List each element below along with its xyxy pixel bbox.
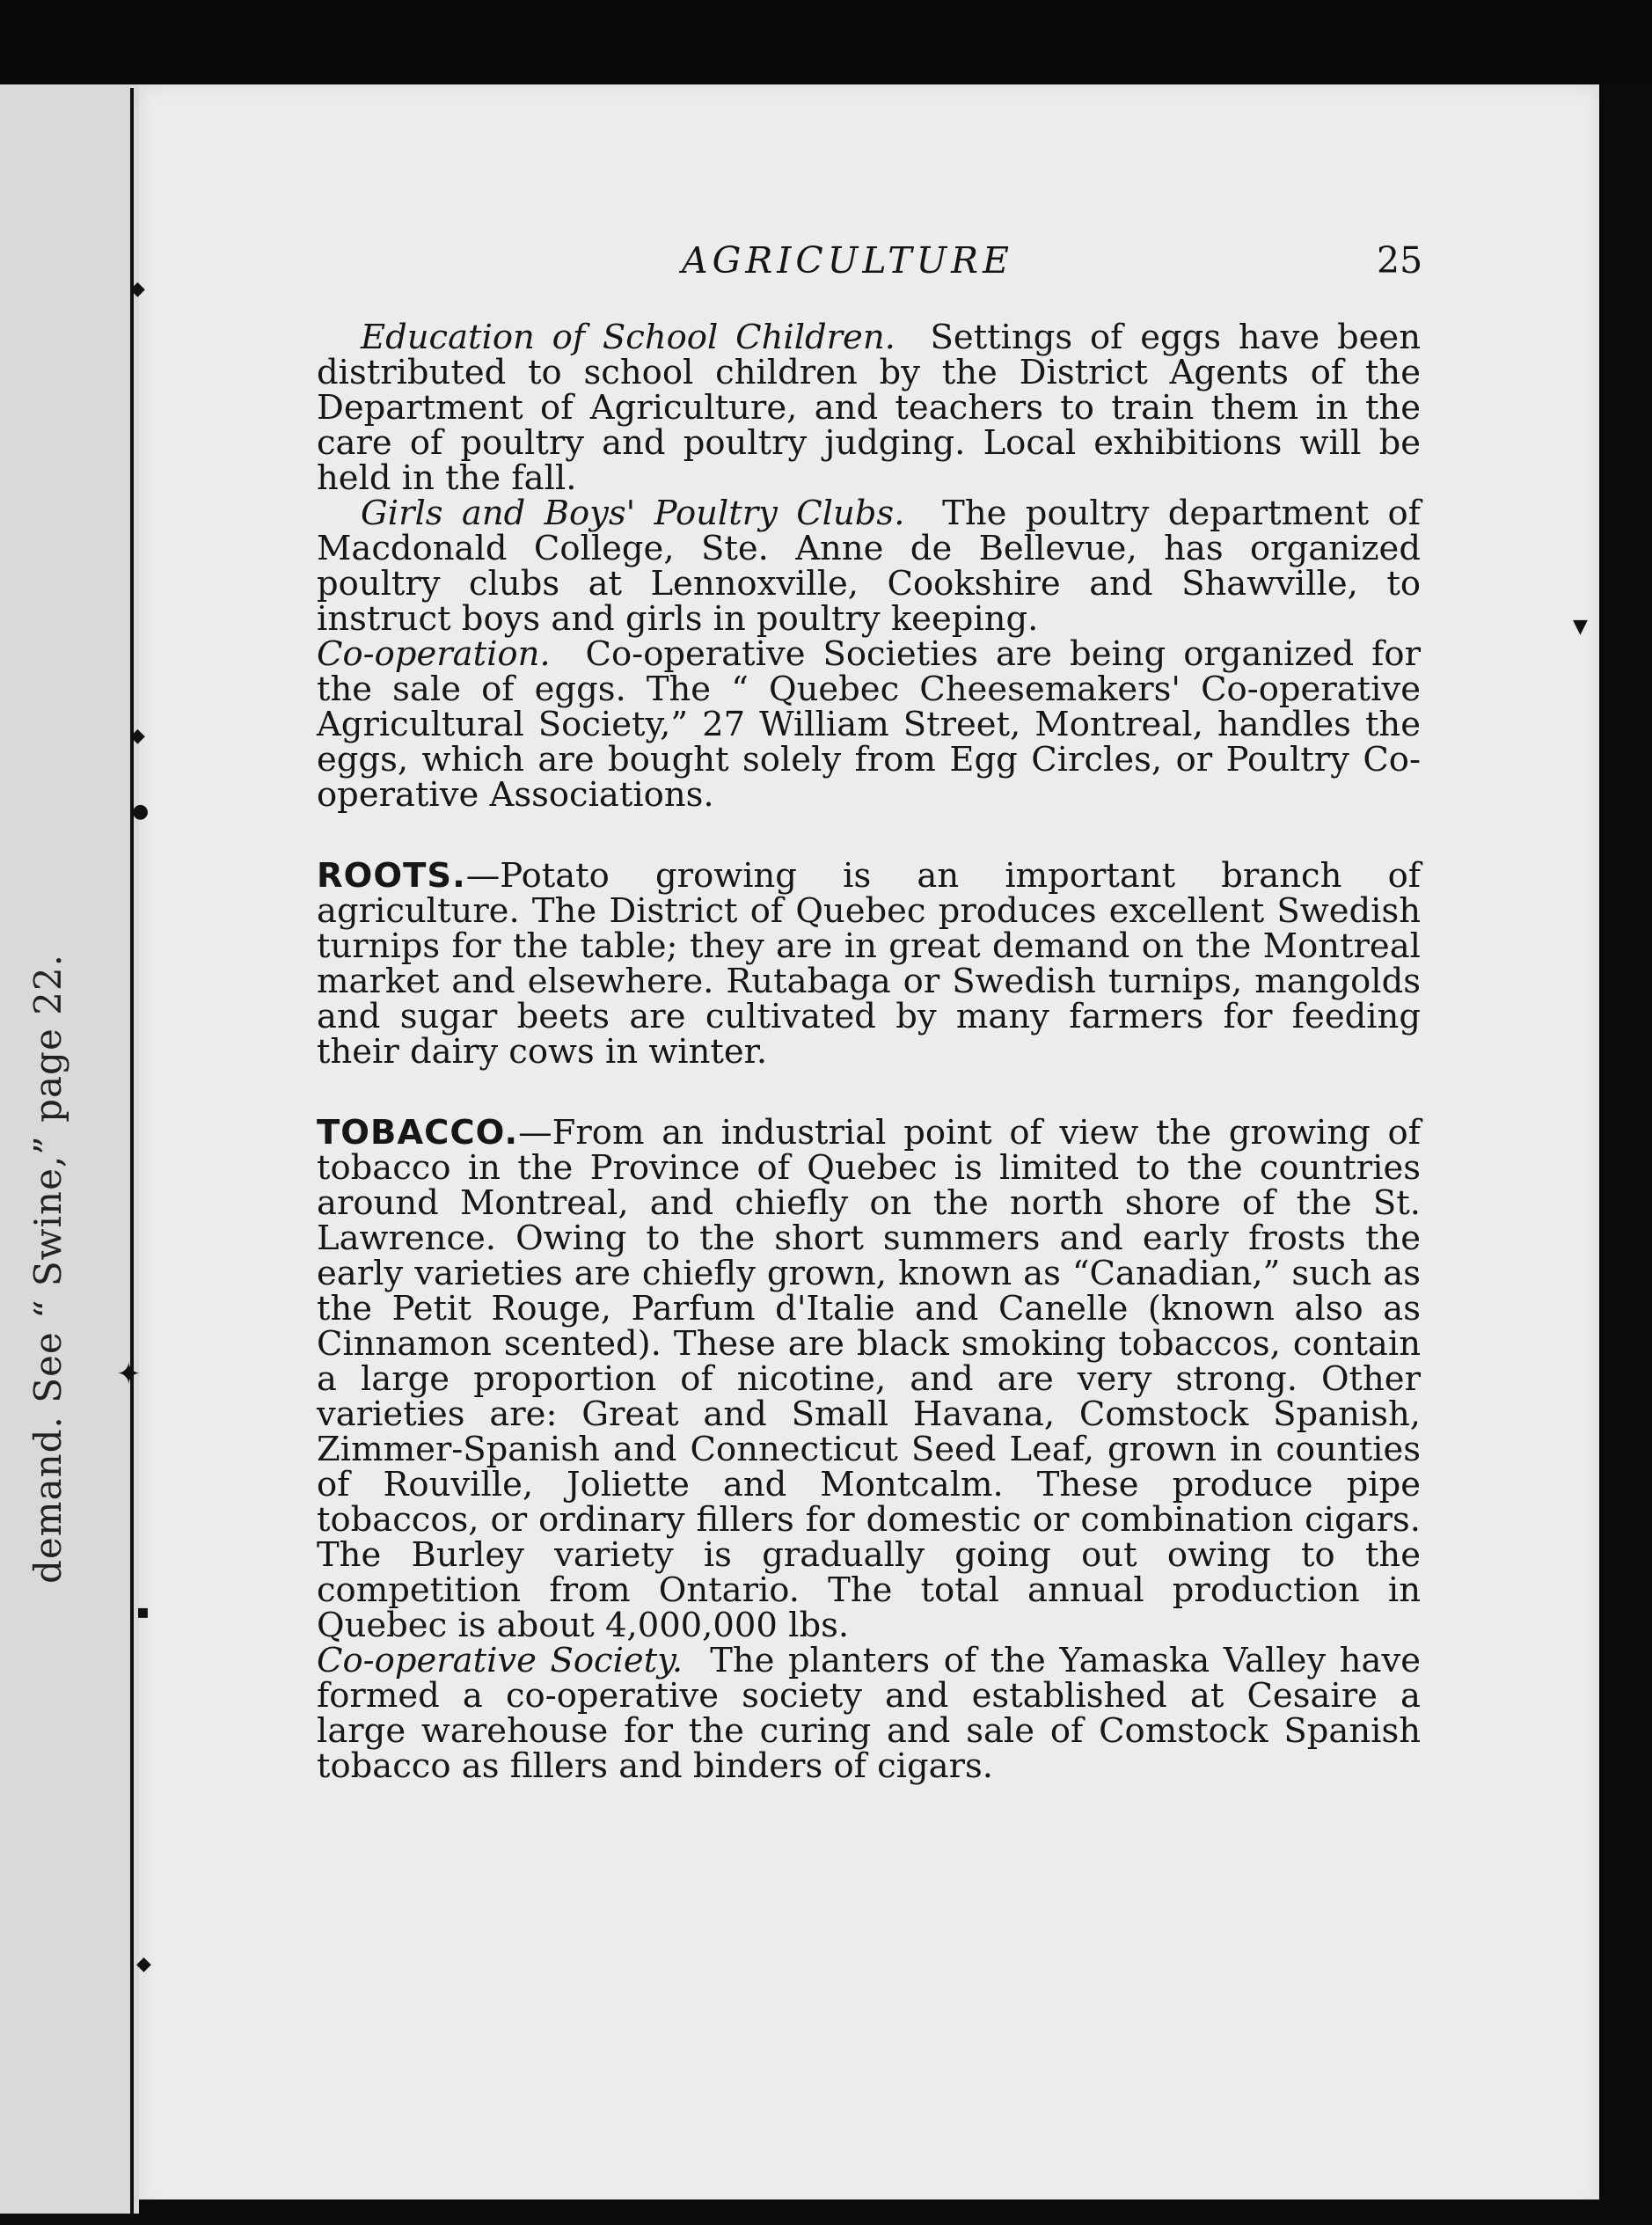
margin-mark: ◆	[136, 1953, 151, 1975]
margin-mark: ▼	[1573, 616, 1588, 638]
section-tobacco	[317, 1113, 1421, 1645]
paragraph-poultry-clubs	[317, 496, 1421, 637]
section-body: —Potato growing is an important branch of agriculture. The District of Quebec produces excellent Swedish turnips for the table; they are in great demand on the Montreal market and elsewhere. Rutabaga or Swedish turnips, mangolds and sugar beets are cultivated by many farmers for feeding their dairy cows in winter.	[317, 856, 1421, 1072]
section-gap	[317, 813, 1421, 859]
gutter-rule	[130, 88, 134, 2217]
section-roots	[317, 856, 1421, 1072]
paragraph-co-operative-society	[317, 1643, 1421, 1784]
margin-mark: ◆	[130, 278, 145, 300]
margin-mark: ◆	[130, 725, 145, 747]
section-body: —From an industrial point of view the growing of tobacco in the Province of Quebec is limited to the countries around Montreal, and chiefly on the north shore of the St. Lawrence. Owing to the short summers and early frosts the early varieties are chiefly grown, known as “Canadian,” such as the Petit Rouge, Parfum d'Italie and Canelle (known also as Cinnamon scented). These are black smoking tobaccos, contain a large proportion of nicotine, and are very strong. Other varieties are: Great and Small Havana, Comstock Spanish, Zimmer-Spanish and Connecticut Seed Leaf, grown in counties of Rouville, Joliette and Montcalm. These produce pipe tobaccos, or ordinary fillers for domestic or combination cigars. The Burley variety is gradually going out owing to the competition from Ontario. The total annual production in Quebec is about 4,000,000 lbs.	[317, 1113, 1421, 1645]
running-title: AGRICULTURE	[682, 239, 1013, 282]
section-heading: ROOTS.	[317, 856, 466, 896]
margin-mark: ●	[132, 801, 150, 823]
page-number: 25	[1377, 239, 1423, 282]
paragraph-body: The poultry department of Macdonald College, Ste. Anne de Bellevue, has organized poultry clubs at Lennoxville, Cookshire and Shawville, to instruct boys and girls in poultry keeping.	[317, 494, 1421, 639]
section-gap	[317, 1070, 1421, 1116]
scan-top-edge	[0, 0, 1652, 84]
margin-mark: ▪	[136, 1601, 150, 1623]
facing-page-edge	[0, 84, 139, 2214]
scan-right-edge	[1599, 84, 1652, 2225]
paragraph-co-operation	[317, 634, 1421, 815]
paragraph-school-children	[317, 320, 1421, 496]
facing-page-text: demand. See “ Swine,” page 22.	[26, 954, 69, 1584]
margin-mark: ✦	[116, 1357, 142, 1392]
paragraph-body: The planters of the Yamaska Valley have formed a co-operative society and established at Cesaire a large warehouse for the curing and sale of Comstock Spanish tobacco as fillers and binders of cigars.	[317, 1641, 1422, 1786]
paragraph-lead: Girls and Boys' Poultry Clubs.	[361, 494, 905, 533]
paragraph-body: Co-operative Societies are being organized for the sale of eggs. The “ Quebec Cheesemakers' Co-operative Agricultural Society,” 27 William Street, Montreal, handles the eggs, which are bought solely from Egg Circles, or Poultry Co-operative Associations.	[317, 634, 1421, 815]
paragraph-body: Settings of eggs have been distributed to school children by the District Agents of the Department of Agriculture, and teachers to train them in the care of poultry and poultry judging. Local exhibitions will be held in the fall.	[317, 318, 1421, 498]
paragraph-lead: Co-operative Society.	[317, 1641, 683, 1680]
paragraph-lead: Education of School Children.	[361, 318, 895, 357]
paragraph-lead: Co-operation.	[317, 634, 551, 674]
page-body	[317, 320, 1421, 1784]
scan-bottom-edge	[139, 2199, 1652, 2225]
section-heading: TOBACCO.	[317, 1113, 519, 1153]
